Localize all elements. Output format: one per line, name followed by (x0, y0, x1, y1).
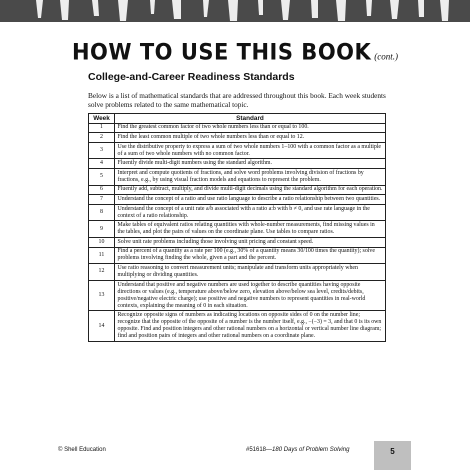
footer-book-title: 180 Days of Problem Solving (272, 447, 350, 453)
intro-paragraph: Below is a list of mathematical standards that are addressed throughout this book. Each week students solve problems related to the same mathematical topic. (88, 91, 386, 110)
standard-cell: Find the greatest common factor of two whole numbers less than or equal to 100. (115, 123, 386, 133)
footer-product-code: #51618— (246, 447, 273, 453)
standard-cell: Use ratio reasoning to convert measurement units; manipulate and transform units appropriately when multiplying or dividing quantities. (115, 264, 386, 281)
page-title (0, 39, 470, 64)
week-cell: 3 (89, 142, 115, 159)
week-cell: 8 (89, 204, 115, 221)
table-row (89, 168, 386, 185)
week-cell: 11 (89, 247, 115, 264)
standard-cell: Recognize opposite signs of numbers as indicating locations on opposite sides of 0 on the number line; recognize that the opposite of the opposite of a number is the number itself, e.g., −(−3) = 3, and that 0 is its own opposite. Find and position integers and other rational numbers on a horizontal or vertical number line diagram; find and position pairs of integers and other rational numbers on a coordinate plane. (115, 311, 386, 342)
week-cell: 13 (89, 280, 115, 311)
page-title-text: HOW TO USE THIS BOOK (71, 39, 372, 65)
header-decorative-band (0, 0, 470, 22)
week-cell: 4 (89, 159, 115, 169)
week-cell: 9 (89, 221, 115, 238)
table-row (89, 280, 386, 311)
standard-cell: Solve unit rate problems including those involving unit pricing and constant speed. (115, 237, 386, 247)
table-header-row (89, 114, 386, 124)
standard-cell: Interpret and compute quotients of fractions, and solve word problems involving division of fractions by fractions, e.g., by using visual fraction models and equations to represent the problem. (115, 168, 386, 185)
table-row (89, 204, 386, 221)
page-title-suffix: (cont.) (374, 50, 399, 62)
week-cell: 10 (89, 237, 115, 247)
page-number: 5 (390, 447, 395, 456)
table-row (89, 237, 386, 247)
table-row (89, 311, 386, 342)
table-row (89, 264, 386, 281)
standard-cell: Understand that positive and negative numbers are used together to describe quantities having opposite directions or values (e.g., temperature above/below zero, elevation above/below sea level, credits/debits, positive/negative electric charge); use positive and negative numbers to represent quantities in real-world contexts, explaining the meaning of 0 in each situation. (115, 280, 386, 311)
standard-cell: Use the distributive property to express a sum of two whole numbers 1–100 with a common factor as a multiple of a sum of two whole numbers with no common factor. (115, 142, 386, 159)
header-stripes-graphic (0, 0, 470, 22)
table-row (89, 195, 386, 205)
table-row (89, 142, 386, 159)
table-row (89, 185, 386, 195)
table-row (89, 247, 386, 264)
standard-cell: Fluently add, subtract, multiply, and divide multi-digit decimals using the standard algorithm for each operation. (115, 185, 386, 195)
standard-cell: Understand the concept of a ratio and use ratio language to describe a ratio relationship between two quantities. (115, 195, 386, 205)
table-row (89, 123, 386, 133)
week-cell: 7 (89, 195, 115, 205)
week-cell: 6 (89, 185, 115, 195)
table-body (89, 123, 386, 341)
footer-book-info (246, 447, 349, 453)
table-row (89, 221, 386, 238)
standard-cell: Understand the concept of a unit rate a/b associated with a ratio a:b with b ≠ 0, and use rate language in the context of a ratio relationship. (115, 204, 386, 221)
page-number-tab (374, 441, 411, 470)
week-cell: 1 (89, 123, 115, 133)
week-cell: 12 (89, 264, 115, 281)
section-heading: College-and-Career Readiness Standards (88, 71, 295, 83)
standards-table (88, 113, 386, 342)
standard-cell: Find the least common multiple of two whole numbers less than or equal to 12. (115, 133, 386, 143)
week-cell: 14 (89, 311, 115, 342)
column-header-standard: Standard (115, 114, 386, 124)
column-header-week: Week (89, 114, 115, 124)
footer-publisher: © Shell Education (58, 447, 106, 453)
week-cell: 5 (89, 168, 115, 185)
table-row (89, 159, 386, 169)
standard-cell: Fluently divide multi-digit numbers using the standard algorithm. (115, 159, 386, 169)
table-row (89, 133, 386, 143)
week-cell: 2 (89, 133, 115, 143)
standard-cell: Find a percent of a quantity as a rate per 100 (e.g., 30% of a quantity means 30/100 times the quantity); solve problems involving finding the whole, given a part and the percent. (115, 247, 386, 264)
standard-cell: Make tables of equivalent ratios relating quantities with whole-number measurements, find missing values in the tables, and plot the pairs of values on the coordinate plane. Use tables to compare ratios. (115, 221, 386, 238)
